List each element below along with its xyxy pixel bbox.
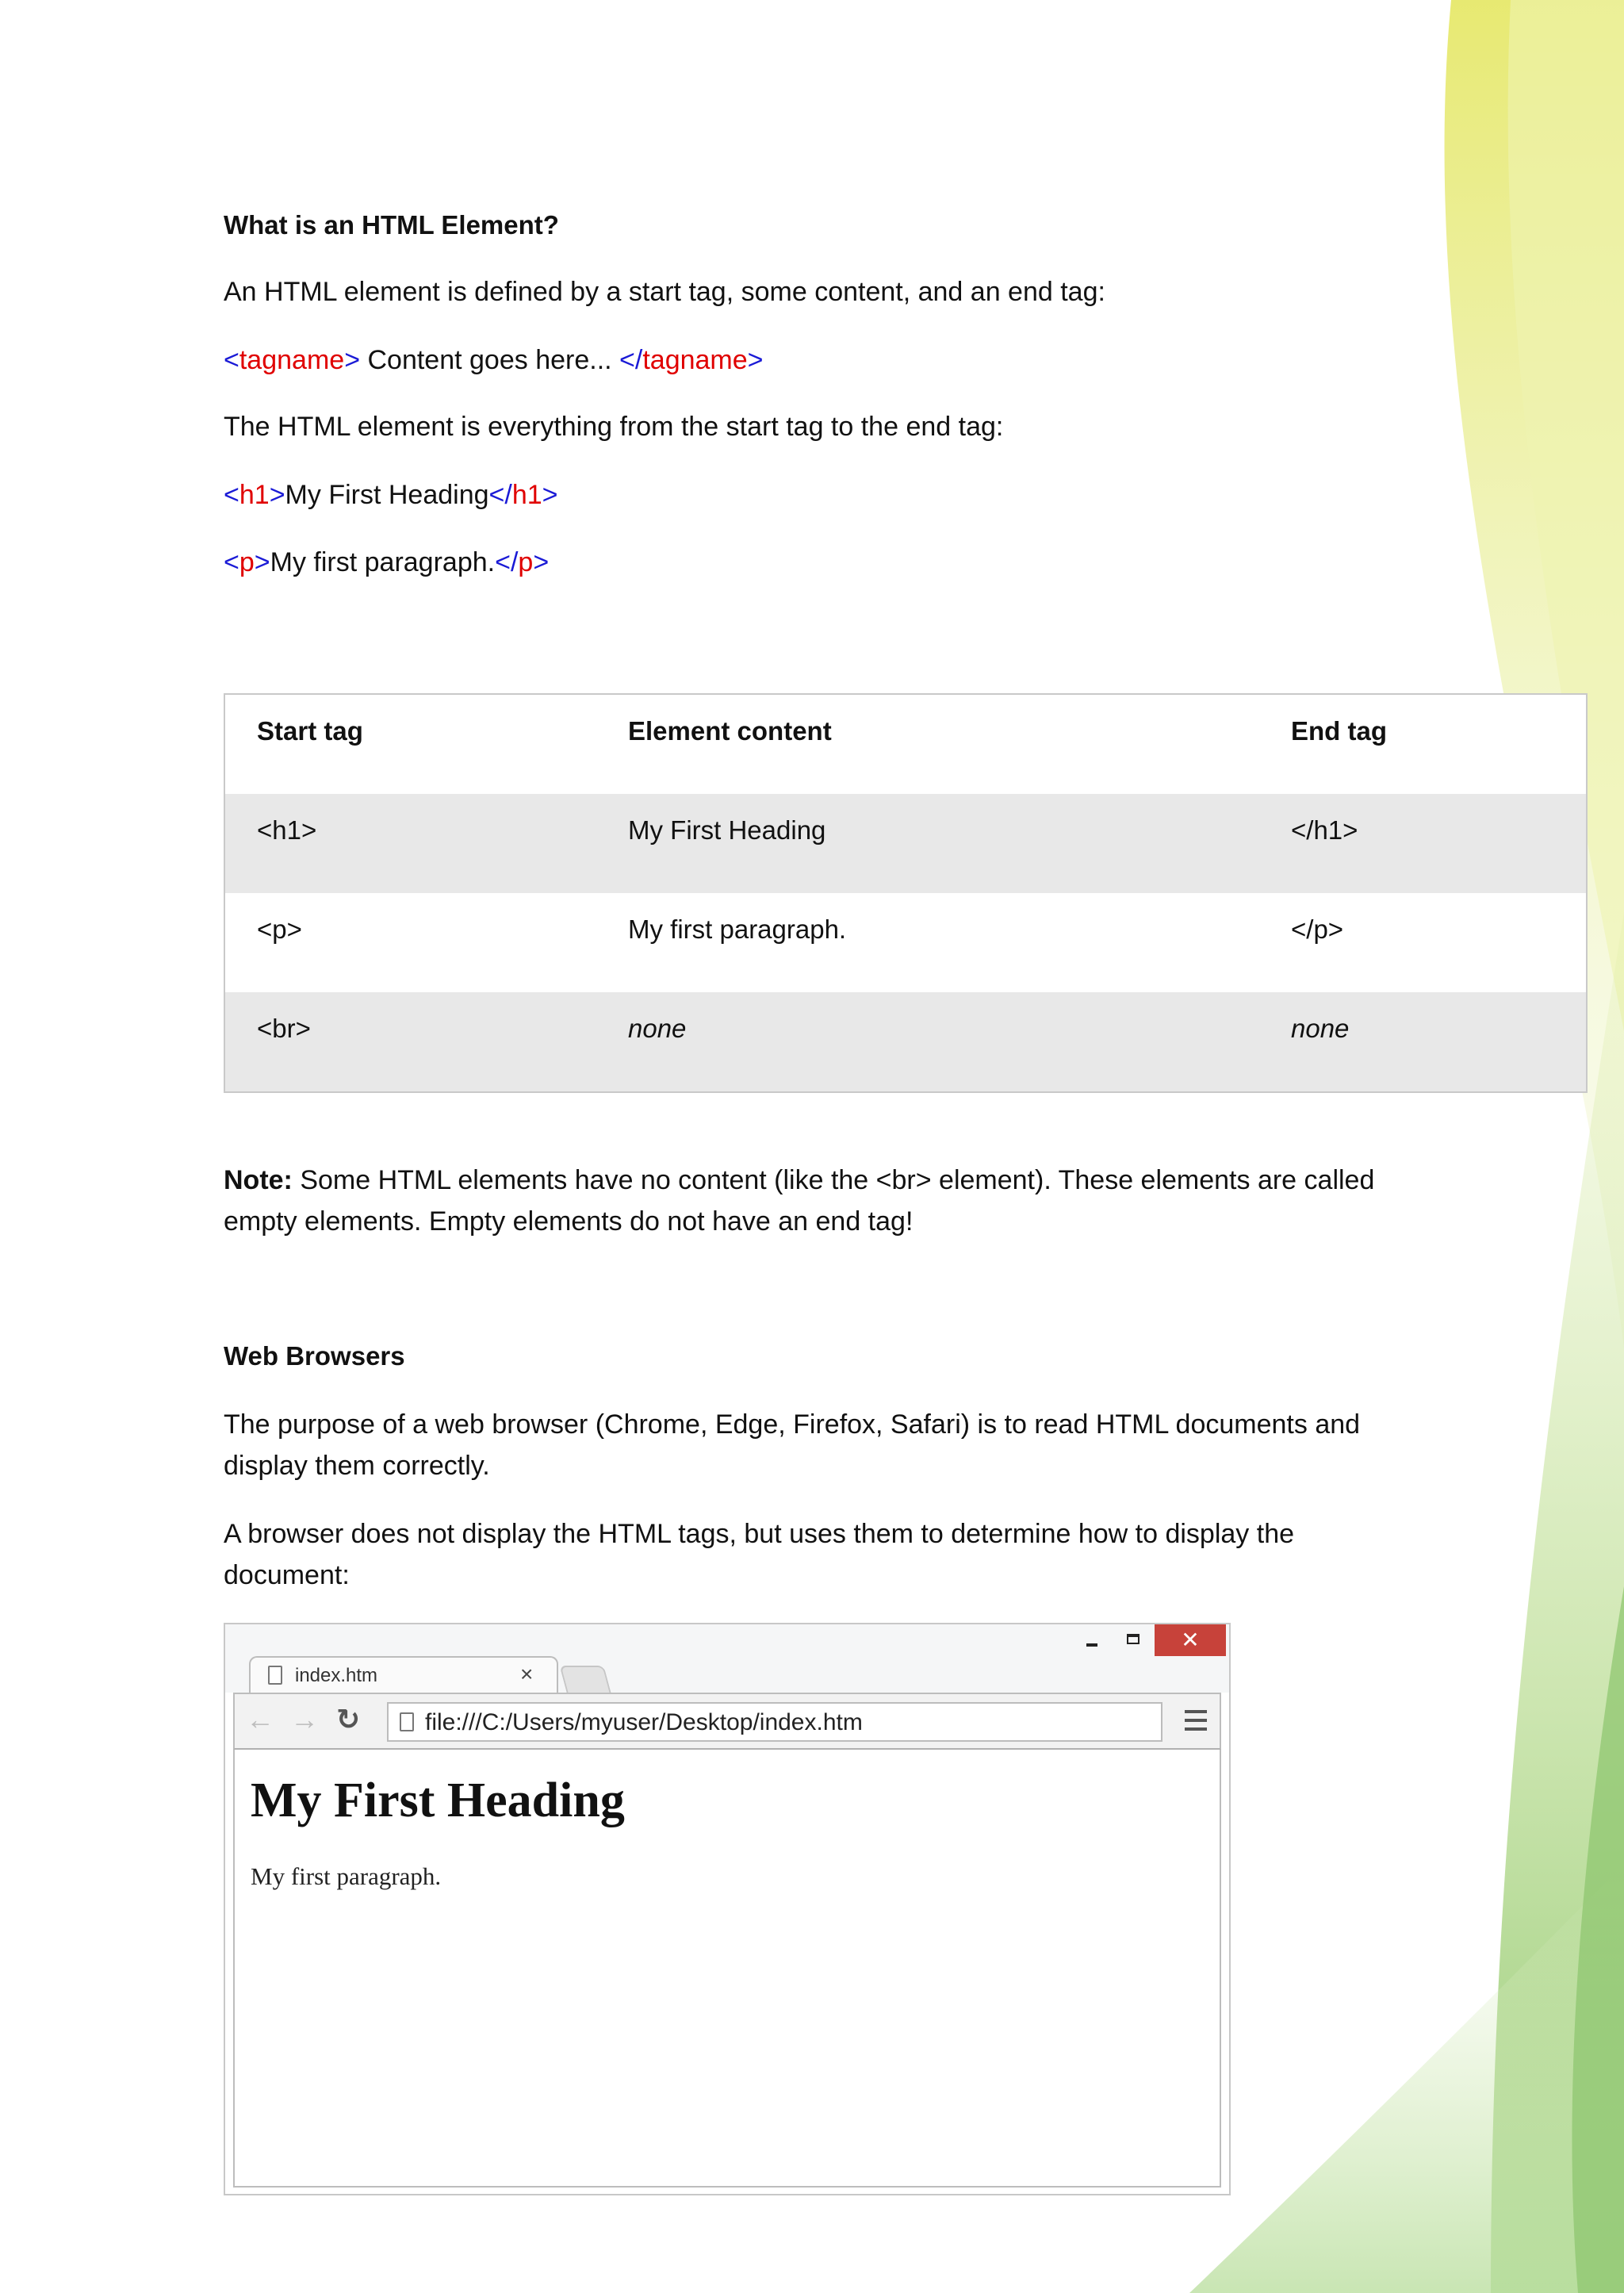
cell-start-tag: <br> bbox=[257, 1014, 311, 1043]
browser-window-screenshot bbox=[224, 1623, 1231, 2195]
tag-bracket: > bbox=[254, 547, 270, 577]
tag-name: p bbox=[518, 547, 534, 577]
browser-purpose-paragraph: The purpose of a web browser (Chrome, Edge, Firefox, Safari) is to read HTML documents and display them correctly. bbox=[224, 1409, 1361, 1481]
minimize-icon bbox=[1086, 1643, 1097, 1647]
tag-bracket: </ bbox=[495, 547, 519, 577]
minimize-button[interactable] bbox=[1080, 1632, 1104, 1650]
cell-start-tag: <p> bbox=[257, 915, 302, 944]
rendered-heading: My First Heading bbox=[251, 1773, 625, 1827]
tag-bracket: > bbox=[747, 345, 764, 375]
tag-bracket: > bbox=[269, 480, 285, 510]
maximize-button[interactable] bbox=[1121, 1632, 1145, 1650]
tag-bracket: < bbox=[224, 547, 239, 577]
browser-tab[interactable] bbox=[249, 1656, 558, 1694]
address-text: file:///C:/Users/myuser/Desktop/index.htm bbox=[425, 1709, 863, 1735]
tag-bracket: > bbox=[344, 345, 361, 375]
tag-bracket: > bbox=[533, 547, 550, 577]
note-text: Some HTML elements have no content (like the <br> element). These elements are called empty elements. Empty elements do not have an end tag! bbox=[224, 1165, 1375, 1237]
table-header-row bbox=[225, 695, 1586, 794]
example-h1-line bbox=[224, 477, 558, 512]
tag-bracket: </ bbox=[619, 345, 643, 375]
address-bar[interactable] bbox=[387, 1702, 1162, 1742]
tab-label: index.htm bbox=[295, 1665, 378, 1686]
cell-end-tag: </h1> bbox=[1291, 815, 1358, 845]
intro-paragraph: An HTML element is defined by a start tag, some content, and an end tag: bbox=[224, 277, 1105, 307]
browser-display-paragraph: A browser does not display the HTML tags, but uses them to determine how to display the document: bbox=[224, 1519, 1295, 1590]
tag-bracket: </ bbox=[488, 480, 512, 510]
tag-content: My first paragraph. bbox=[270, 547, 496, 577]
syntax-line bbox=[224, 343, 764, 378]
header-end-tag: End tag bbox=[1291, 716, 1387, 746]
tag-content: Content goes here... bbox=[360, 345, 620, 375]
note-label: Note: bbox=[224, 1165, 293, 1195]
hamburger-menu-icon[interactable] bbox=[1185, 1710, 1207, 1731]
page-icon bbox=[400, 1712, 414, 1731]
tag-bracket: < bbox=[224, 345, 239, 375]
tag-bracket: < bbox=[224, 480, 239, 510]
table-row bbox=[225, 794, 1586, 893]
table-row bbox=[225, 893, 1586, 992]
forward-arrow-icon[interactable]: → bbox=[290, 1703, 319, 1735]
tag-content: My First Heading bbox=[285, 480, 489, 510]
note-paragraph bbox=[224, 1160, 1381, 1242]
section-heading-html-element: What is an HTML Element? bbox=[224, 210, 559, 240]
tag-name: h1 bbox=[511, 480, 542, 510]
maximize-icon bbox=[1127, 1634, 1139, 1644]
tag-name: p bbox=[239, 547, 255, 577]
browser-viewport bbox=[233, 1750, 1221, 2188]
tag-name: h1 bbox=[239, 480, 270, 510]
cell-element-content: none bbox=[628, 1014, 687, 1043]
element-table bbox=[224, 693, 1588, 1093]
table-row bbox=[225, 992, 1586, 1091]
back-arrow-icon[interactable]: ← bbox=[246, 1703, 274, 1735]
everything-paragraph: The HTML element is everything from the start tag to the end tag: bbox=[224, 412, 1004, 442]
tab-close-icon[interactable]: × bbox=[520, 1662, 534, 1686]
browser-toolbar bbox=[233, 1693, 1221, 1750]
header-start-tag: Start tag bbox=[257, 716, 363, 746]
tag-name: tagname bbox=[642, 345, 748, 375]
cell-end-tag: </p> bbox=[1291, 915, 1344, 944]
cell-start-tag: <h1> bbox=[257, 815, 317, 845]
rendered-paragraph: My first paragraph. bbox=[251, 1862, 442, 1890]
cell-end-tag: none bbox=[1291, 1014, 1350, 1043]
tag-bracket: > bbox=[542, 480, 558, 510]
cell-element-content: My First Heading bbox=[628, 815, 826, 845]
header-element-content: Element content bbox=[628, 716, 832, 746]
new-tab-button[interactable] bbox=[559, 1666, 611, 1693]
reload-icon[interactable]: ↻ bbox=[336, 1703, 361, 1735]
cell-element-content: My first paragraph. bbox=[628, 915, 847, 944]
tag-name: tagname bbox=[239, 345, 345, 375]
window-close-button[interactable]: ✕ bbox=[1155, 1624, 1226, 1656]
section-heading-web-browsers: Web Browsers bbox=[224, 1341, 405, 1371]
document-icon bbox=[268, 1666, 282, 1685]
example-p-line bbox=[224, 545, 549, 580]
